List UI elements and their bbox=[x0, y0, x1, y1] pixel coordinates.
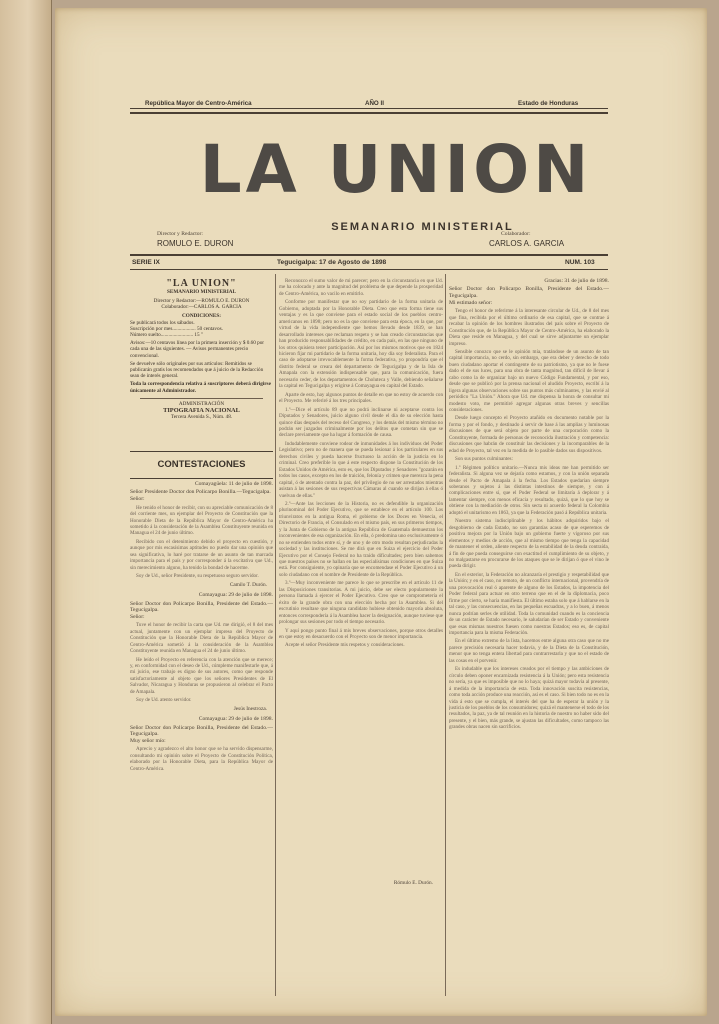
letter-signature: Camilo T. Durón. bbox=[229, 581, 267, 588]
letter-greeting: Muy señor mío: bbox=[130, 737, 166, 744]
paragraph: Aparte de esto, hay algunos puntos de detalle en que no estoy de acuerdo con el Proyecto. Me referiré á los tres principales. bbox=[279, 391, 443, 405]
top-rule-thick bbox=[130, 112, 608, 114]
paragraph: 3.º—Muy inconveniente me parece lo que se prescribe en el artículo 11 de las Disposiciones transitorias. A mi juicio, debe ser electo popularmente la persona llamada á ejercer el Poder Ejecutivo. Creo que se comprometería el éxito de la grande obra con una elección hecha por la Asamblea. Si del escrutinio resultase que ninguna candidato hubiese obtenido mayoría absoluta, entonces correspondería á la Asamblea hacer la designación, aunque tuviese que prolongar sus sesiones por todo el tiempo necesario. bbox=[279, 580, 443, 626]
paragraph: Es indudable que los intereses creados por el tiempo y las ambiciones de círculo deben oponer encarnizada resistencia á la Unión; pero esta resistencia no sería, ya que es imposible que no lo haya; quizá mayor todavía al presente, á medida de la importancia de esta. Toda innovación suscita resistencias, como toda acción produce una reacción, así es el caso. Si bien todo no es en la vida á esto que se cumpla, el interés del que ha de esperar la unión y la justicia de los pueblos de los consumidores; quizá el mantenerse el todo de los resultados, la paz, ya de tal reunión en la historia de nuestro no haber sido del presente, y el bien, más grande, se ajustan las dificultades, como tampoco las grandes obras nacen sin sacrificios. bbox=[449, 666, 609, 731]
letter-date: Gracias: 31 de julio de 1898. bbox=[544, 278, 609, 284]
subscription-box bbox=[130, 278, 273, 420]
box-director: Director y Redactor:—ROMULO E. DURON bbox=[153, 298, 250, 304]
letter-address: Señor Presidente Doctor don Policarpo Bonilla.—Tegucigalpa. bbox=[130, 489, 271, 496]
column-1-text bbox=[130, 481, 273, 996]
director-label: Director y Redactor: bbox=[157, 231, 203, 237]
condition-item: Avisos:—10 centavos línea por la primera inserción y $ 0.60 por cada una de las siguientes. — Avisos permanentes precio convencional. bbox=[130, 340, 265, 359]
letter-address: Señor Doctor don Policarpo Bonilla, Presidente del Estado.—Tegucigalpa. bbox=[130, 724, 273, 738]
box-divider bbox=[140, 398, 263, 399]
paragraph: Reconozco el sumo valor de mi parecer; pero en la circunstancia en que Ud. me ha colocado y ante la magnitud del problema de que depende la prosperidad de Centro-América, no vacilo en emitirlo. bbox=[279, 278, 443, 297]
letter-date: Comayagüela: 11 de julio de 1898. bbox=[194, 481, 273, 487]
issue-date: Tegucigalpa: 17 de Agosto de 1898 bbox=[277, 259, 387, 266]
box-bottom-rule bbox=[130, 451, 273, 452]
paragraph: Conforme por manifestar que no soy partidario de la forma unitaria de Gobierno, adoptada por la Honorable Dieta. Creo que esta forma tiene sus ventajas y es la que conviene para el estado social de los pueblos centro-americanos en 1898; pero no es la que conviene para esta época, en la que, por virtud de la vida independiente que hemos llevado desde 1839, se han desarrollado intereses que reclaman respeto y se han creado circunstancias que han producido responsabilidades de crédito, en cada país, en las que ninguno de los otros quisiera tener participación. Así por los mismos motivos que en 1824 hicieron fijar mi partidario de la forma unitaria, hoy día soy federalista. Para el caso de adoptarse irrevocablemente la forma federativa, yo propondría que el distrito federal se creara del departamento de Tegucigalpa y de la Isla de Amapala con la extensión indispensable que, para la comunicación, fuera necesario ceder, de los departamentos de Choluteca y Valle, debiendo señalarse la capital en Tegucigalpa y erigirse á Comayagua en capital del Estado. bbox=[279, 299, 443, 390]
director-name: ROMULO E. DURON bbox=[157, 239, 234, 248]
paragraph: Son sus puntos culminantes: bbox=[455, 456, 513, 463]
paragraph: 1.º—Dice el artículo 89 que no podrá inclinarse ni aceptarse contra los Diputados y Senadores, juicio alguno civil desde el día de su elección hasta quince días después del receso del Congreso, y los demás del mismo término no podrán ser juzgados criminalmente por los delitos que cometan sin que se declare previamente que ha lugar á formación de causa. bbox=[279, 406, 443, 439]
letter-greeting: Señor: bbox=[130, 613, 145, 620]
masthead-year: AÑO II bbox=[365, 100, 384, 107]
column-3-text bbox=[449, 278, 609, 996]
previous-page-edge bbox=[0, 0, 52, 1024]
paragraph: Tuve el honor de recibir la carta que Ud. me dirigió, el 8 del mes actual, juntamente con un ejemplar impreso del Proyecto de Constitución que la Honorable Dieta de la República Mayor de Centro-América sometió á la consideración de la Asamblea Constituyente reunida en Managua el 24 de junio último. bbox=[130, 622, 273, 655]
printer-name: TIPOGRAFIA NACIONAL bbox=[163, 407, 240, 415]
paragraph: Aprecio y agradezco el alto honor que se ha servido dispensarme, consultando mi opinión sobre el Proyecto de Constitución Política, elaborado por la Honorable Dieta, para la República Mayor de Centro-América. bbox=[130, 746, 273, 772]
column-divider-1 bbox=[275, 274, 276, 996]
paragraph: 2.º—Ante las lecciones de la Historia, no es defendible la organización plurinominal del Poder Ejecutivo, que se establece en el artículo 100. Los triunviratos en la antigua Roma, el gobierno de los Doces en Venecia, el Directorio de Francia, el Consulado en el mismo país, en sus primeros tiempos, y la Junta de Gobierno de la antigua República de Guatemala demuestran los inconvenientes de esa organización. En ella, ó predomina uno exclusivamente ó no se entienden todos entre sí, y de uno y de otro modo resultan perjudicadas la sociedad y las instituciones. Se me dirá que en Suiza el ejercicio del Poder Ejecutivo por el Consejo Federal no ha traído dificultades; pero bien sabemos que nuestros países no se hallan en las especialísimas condiciones en que Suiza está. Por consiguiente, yo opinaría que se encomendase el Poder Ejecutivo á un solo ciudadano con el nombre de Presidente de la República. bbox=[279, 500, 443, 578]
paragraph: Soy de Ud. atento servidor. bbox=[136, 697, 192, 704]
condition-item: Toda la correspondencia relativa á suscriptores deberá dirigirse únicamente al Administrador. bbox=[130, 381, 271, 394]
column-2-text bbox=[279, 278, 443, 896]
paragraph: Desde luego concepto el Proyecto atañido en documento notable por la forma y por el fondo, y destinado á servir de base á las amplias y luminosas discusiones de que será objeto por parte de una corporación como la Constituyente, formada de personas de reconocida ilustración y competencia: discusiones que habrán de constituir las decisiones y la incomparables de la edad de Proyecto, tal vez en la medida de lo pasible dados sus dispositivos. bbox=[449, 415, 609, 454]
collaborator-label: Colaborador: bbox=[501, 231, 531, 237]
paragraph: En el último extremo de la lista, hacemos entre alguna otra caso que no me parece precisión necesaria hacer todavía, y de la Dieta de la Constitución, menor que no tenga entera libertad para contrarrestarla y que no el estado de las cosas en el porvenir. bbox=[449, 638, 609, 664]
letter-signature: Rómulo E. Durón. bbox=[279, 880, 443, 886]
letter-address: Señor Doctor don Policarpo Bonilla, Presidente del Estado.—Tegucigalpa. bbox=[130, 600, 273, 614]
collaborator-name: CARLOS A. GARCIA bbox=[489, 239, 565, 248]
letter-greeting: Señor: bbox=[130, 496, 145, 503]
dateline-rule-bottom bbox=[130, 269, 608, 270]
paragraph: Recibido con el detenimiento debido el proyecto en cuestión, y aunque por mis escasísimas aptitudes no puedo dar una opinión que sea significativa, lo haré por tratarse de un asunto de tan marcada importancia para el país y por corresponder á la excitativa que Ud., sin merecimiento alguno, ha tenido la bondad de hacerme. bbox=[130, 538, 273, 571]
section-heading: CONTESTACIONES bbox=[157, 459, 246, 470]
condition-item: Suscripción por mes.................. 50 centavos. bbox=[130, 325, 223, 332]
paragraph: Tengo el honor de referirme á la interesante circular de Ud., de 8 del mes que fina, recibida por el último ordinario de esa capital, que se contrae á recabar la opinión de los hombres ilustrados del país sobre el Proyecto de Constitución que, de la República Mayor de Centro-América, ha elaborado la Dieta que reside en Managua, y del cual se sirve adjuntarme un ejemplar impreso. bbox=[449, 308, 609, 347]
printer-address: Tercera Avenida S., Núm. 48. bbox=[170, 414, 233, 421]
heading-rule bbox=[130, 478, 273, 479]
paragraph: He leído el Proyecto en referencia con la atención que se merece; y, en conformidad con el deseo de Ud., cúmpleme manifestarle que, á mi juicio, ese trabajo es digno de sus autores, como que responde satisfactoriamente al objeto que los señores Presidentes de El Salvador, Nicaragua y Honduras se propusieron al celebrar el Pacto de Amapala. bbox=[130, 656, 273, 695]
paragraph: Nuestro sistema indisciplinable y los hábitos adquiridos bajo el desgobierno de cada Estado, no son garantías acaso de que esperemos de positiva mejora por la Unión bajo un gobierno fuerte y vigoroso por sus elementos y medios de acción, que al mismo tiempo que tenga la capacidad de mantener el orden, aliente respecto de la estabilidad de la deuda contraída, á fin de que pueda conseguirse con exactitud el cumplimiento de su objeto, y no malgastarse en procurarse de los ataques que se le dirijan ó que el vino le pueda dirigir. bbox=[449, 518, 609, 570]
series-number: SERIE IX bbox=[132, 259, 160, 266]
masthead-left: República Mayor de Centro-América bbox=[145, 100, 252, 107]
paragraph: Sensible conozco que se le opinión mía, tratándose de un asunto de tan capital importancia, no cerdo, sin embargo, que era deber y derecho de todo buen ciudadano aportar el contingente de su patriotismo, ya que no le fuese dado el de sus luces, para una obra de tanta magnitud, tan difícil de llevar á cabo como la de organizar bajo un nuevo Código Fundamental, y por eso, desde que se publicó por la prensa nacional el aludido Proyecto, escribí á la ligera algunas observaciones sobre sus puntos más culminantes, y las envié al periódico "La Unión." Ahora que Ud. me dispensa la honra de consultar mi modesto voto, me permitiré agregar algunas otras breves y sencillas consideraciones. bbox=[449, 348, 609, 414]
paragraph: Y aquí pongo punto final á mis breves observaciones, porque otros detalles en que estoy en desacuerdo con el Proyecto son de menor importancia. bbox=[279, 627, 443, 641]
top-rule bbox=[130, 108, 608, 109]
letter-date: Comayagua: 29 de julio de 1898. bbox=[198, 592, 273, 599]
letter-address: Señor Doctor don Policarpo Bonilla, Presidente del Estado.—Tegucigalpa. bbox=[449, 286, 609, 300]
box-subtitle: SEMANARIO MINISTERIAL bbox=[166, 289, 237, 295]
condition-item: Se publicará todos los sábados. bbox=[130, 319, 195, 326]
newspaper-page bbox=[55, 8, 707, 1016]
paragraph: Acepte el señor Presidente mis respetos y consideraciones. bbox=[285, 642, 405, 649]
letter-date: Comayagua: 29 de julio de 1898. bbox=[198, 716, 273, 723]
condition-item: Se devuelve sólo originales por sus artículos: Remitidos se publicarán gratis los recomendados que á juicio de la Redacción sean de interés general. bbox=[130, 360, 264, 380]
column-divider-2 bbox=[445, 274, 446, 996]
admin-heading: ADMINISTRACIÓN bbox=[178, 400, 225, 407]
paragraph: Soy de Ud., señor Presidente, su respetuoso seguro servidor. bbox=[136, 573, 259, 580]
paragraph: 1.º Régimen político unitario.—Nunca mis ideas me han permitido ser federalista. Si alguna vez se dejaría como estamos, y con la unión separada desde el Pacto de Amapala á la fecha. Los Estados quedarían siempre soberanos y sujetos á las distintas intestinos de siempre, y con á complicaciones entre sí, que el Poder Federal se limitaría á deplorar y á lamentar siempre, con menos eficacia y resultado, quizá, que lo que hoy se obtiene con la mediación de otros. Sin secta ni acuerdo federal la Colombia adoptó el unitarismo en 1863, ya que la Federación pasó á República unitaria. bbox=[449, 464, 609, 516]
condition-item: Número suelto......................... 15 " bbox=[130, 332, 204, 339]
conditions-heading: CONDICIONES: bbox=[182, 313, 221, 320]
newspaper-subtitle: SEMANARIO MINISTERIAL bbox=[331, 221, 514, 233]
box-title: "LA UNION" bbox=[166, 278, 237, 289]
box-collaborator: Colaborador:—CARLOS A. GARCIA bbox=[161, 304, 242, 311]
letter-greeting: Mi estimado señor: bbox=[449, 299, 493, 306]
issue-number: NUM. 103 bbox=[565, 259, 595, 266]
newspaper-title: LA UNION bbox=[199, 131, 593, 208]
masthead-right: Estado de Honduras bbox=[518, 100, 579, 107]
letter-signature: Jesús Inestroza. bbox=[233, 705, 267, 712]
paragraph: Indudablemente conviene rodear de inmunidades á los individuos del Poder Legislativo; pero no de manera que se pueda lesionar á los particulares en sus derechos civiles y pueda hacerse fructuoso la acción de la justicia en lo criminal. Creo preferible lo que á este respecto dispone la Constitución de los Estados Unidos de América, esto es, que los Diputados y Senadores "gozarán en todos los casos, excepto en los de traición, felonía y crimen que merezca la pena capital, ó de atentado contra la paz, del privilegio de no ser arrestados mientras asistan á las sesiones de sus respectivas Cámaras al cuando se dirijan á ellas ó vuelvan de ellas." bbox=[279, 440, 443, 499]
paragraph: He tenido el honor de recibir, con su apreciable comunicación de 8 del corriente mes, un ejemplar del Proyecto de Constitución que la Honorable Dieta de la República Mayor de Centro-América ha sometido á la consideración de la Asamblea Constituyente reunida en Managua el 24 de junio último. bbox=[130, 504, 273, 537]
paragraph: En el exterior, la Federación no alcanzaría el prestigio y respetabilidad que la Unión; y en el caso, no remoto, de un conflicto internacional, provendría de una provocación real ó aparente de alguno de los Estados, la impotencia del Poder federal para actuar en otro terreno que en el de la diplomacia, poco firme por cierto, se haría manifiesta. El último estaba solo que á hablarse en la tal caso, y las consecuencias, en las pequeñas escuadras, y a lo buen, á menos nunca podrían serles de utilidad. Toda la comunidad cuando es la conciencia de un carácter de Estado necesario, le saludarían de ser Estado y conveniente que esas mismas nuestros fuesen como nuestras Estados; eso es, de capital importancia para la misma Federación. bbox=[449, 571, 609, 636]
dateline-rule-top bbox=[130, 254, 608, 256]
